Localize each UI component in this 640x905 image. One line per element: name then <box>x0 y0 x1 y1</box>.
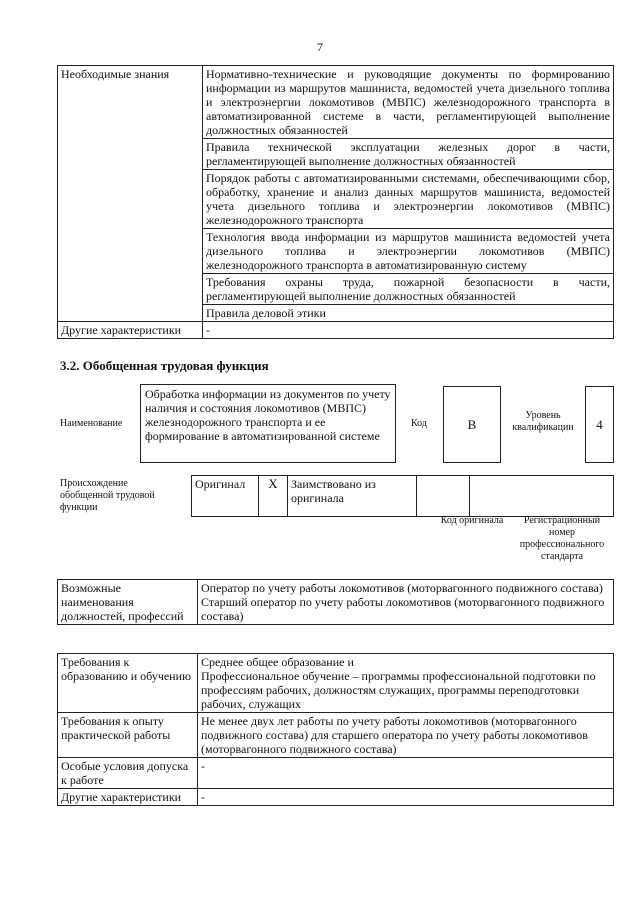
code-original-label: Код оригинала <box>440 515 504 526</box>
reg-number-cell <box>470 476 614 517</box>
origin-table <box>191 475 614 517</box>
education-label: Требования к образованию и обучению <box>58 654 198 713</box>
knowledge-item: Нормативно-технические и руководящие документы по формированию информации из маршрутов машиниста, ведомостей учета дизельного топлива и электроэнергии локомотивов (МВПС) железнодорожного транспорта в автоматизированной системе в части, регламентирующей выполнение должностных обязанностей <box>203 66 614 139</box>
original-label: Оригинал <box>192 476 259 517</box>
table-row <box>58 758 614 789</box>
conditions-label: Особые условия допуска к работе <box>58 758 198 789</box>
level-label: Уровень квалификации <box>512 410 574 433</box>
knowledge-item: Технология ввода информации из маршрутов машиниста ведомостей учета дизельного топлива и электроэнергии локомотивов (МВПС) железнодорожного транспорта в автоматизированную систему <box>203 229 614 274</box>
experience-value: Не менее двух лет работы по учету работы локомотивов (моторвагонного подвижного состава) для старшего оператора по учету работы локомотивов (моторвагонного подвижного состава) <box>198 713 614 758</box>
table-row <box>58 580 614 625</box>
code-label: Код <box>411 418 427 429</box>
function-name-value: Обработка информации из документов по учету наличия и состояния локомотивов (МВПС) железнодорожного транспорта и ее формирование в автоматизированной системе <box>140 384 396 463</box>
code-value: B <box>443 386 501 463</box>
knowledge-label: Необходимые знания <box>58 66 203 322</box>
name-label: Наименование <box>60 418 123 429</box>
other-characteristics-label: Другие характеристики <box>58 322 203 339</box>
positions-table <box>57 579 614 625</box>
borrowed-label: Заимствовано из оригинала <box>288 476 417 517</box>
page-number: 7 <box>317 40 323 54</box>
table-row <box>58 66 614 139</box>
table-row <box>58 713 614 758</box>
education-values <box>198 654 614 713</box>
positions-values <box>198 580 614 625</box>
other-characteristics-value: - <box>203 322 614 339</box>
table-row <box>192 476 614 517</box>
knowledge-item: Порядок работы с автоматизированными системами, обеспечивающими сбор, обработку, хранение и анализ данных маршрутов машиниста, ведомостей учета дизельного топлива и электроэнергии локомотивов (МВПС) железнодорожного транспорта <box>203 170 614 229</box>
level-value: 4 <box>585 386 614 463</box>
knowledge-item: Правила деловой этики <box>203 305 614 322</box>
conditions-value: - <box>198 758 614 789</box>
knowledge-table <box>57 65 614 339</box>
table-row <box>58 789 614 806</box>
education-item: Профессиональное обучение – программы профессиональной подготовки по профессиям рабочих, должностям служащих, программы переподготовки рабочих, служащих <box>201 669 596 711</box>
table-row <box>58 654 614 713</box>
original-mark: X <box>259 476 288 517</box>
table-row <box>58 322 614 339</box>
other-label: Другие характеристики <box>58 789 198 806</box>
positions-label: Возможные наименования должностей, профессий <box>58 580 198 625</box>
experience-label: Требования к опыту практической работы <box>58 713 198 758</box>
education-item: Среднее общее образование и <box>201 655 354 669</box>
code-original-cell <box>417 476 470 517</box>
reg-number-label: Регистрационный номер профессионального стандарта <box>519 515 605 562</box>
other-value: - <box>198 789 614 806</box>
origin-label: Происхождение обобщенной трудовой функции <box>60 478 155 513</box>
requirements-table <box>57 653 614 806</box>
section-title: 3.2. Обобщенная трудовая функция <box>60 358 269 373</box>
position-item: Оператор по учету работы локомотивов (моторвагонного подвижного состава) <box>201 581 603 595</box>
position-item: Старший оператор по учету работы локомотивов (моторвагонного подвижного состава) <box>201 595 605 623</box>
knowledge-item: Требования охраны труда, пожарной безопасности в части, регламентирующей выполнение должностных обязанностей <box>203 274 614 305</box>
knowledge-item: Правила технической эксплуатации железных дорог в части, регламентирующей выполнение должностных обязанностей <box>203 139 614 170</box>
